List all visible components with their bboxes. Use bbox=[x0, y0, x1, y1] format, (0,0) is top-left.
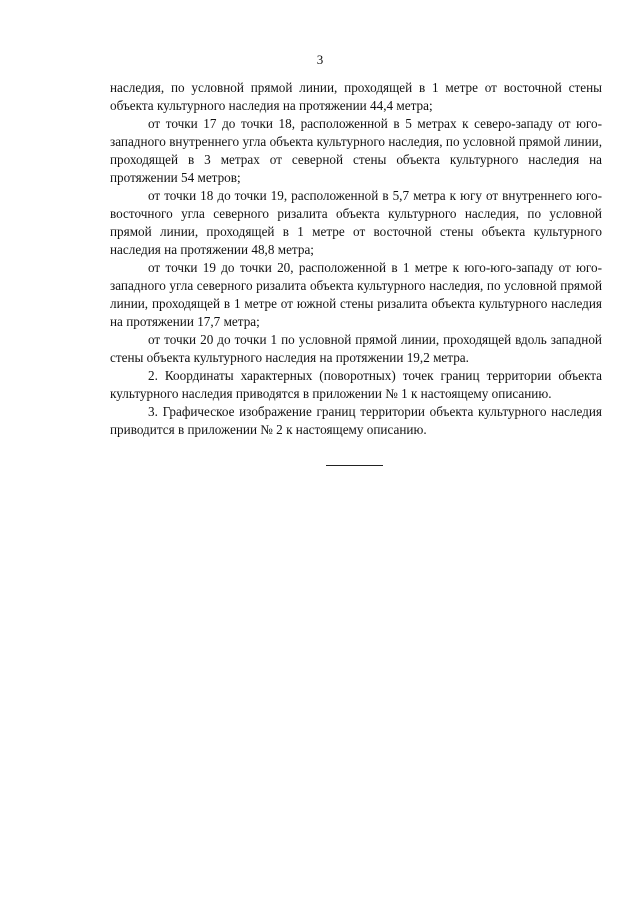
paragraph-item-2: 2. Координаты характерных (поворотных) точек границ территории объекта культурного наследия приводятся в приложении № 1 к настоящему описанию. bbox=[110, 368, 602, 401]
paragraph-point-17-18: от точки 17 до точки 18, расположенной в 5 метрах к северо-западу от юго-западного внутреннего угла объекта культурного наследия, по условной прямой линии, проходящей в 3 метрах от северной стены объекта культурного наследия на протяжении 54 метров; bbox=[110, 116, 602, 185]
paragraph-point-20-1: от точки 20 до точки 1 по условной прямой линии, проходящей вдоль западной стены объекта культурного наследия на протяжении 19,2 метра. bbox=[110, 332, 602, 365]
paragraph-continuation: наследия, по условной прямой линии, проходящей в 1 метре от восточной стены объекта культурного наследия на протяжении 44,4 метра; bbox=[110, 80, 602, 113]
document-body bbox=[110, 79, 602, 439]
paragraph-point-18-19: от точки 18 до точки 19, расположенной в 5,7 метра к югу от внутреннего юго-восточного угла северного ризалита объекта культурного наследия, по условной прямой линии, проходящей в 1 метре от восточной стены объекта культурного наследия на протяжении 48,8 метра; bbox=[110, 188, 602, 257]
paragraph-item-3: 3. Графическое изображение границ территории объекта культурного наследия приводится в приложении № 2 к настоящему описанию. bbox=[110, 404, 602, 437]
end-of-document-divider bbox=[326, 465, 383, 466]
page-number: 3 bbox=[316, 52, 324, 67]
paragraph-point-19-20: от точки 19 до точки 20, расположенной в 1 метре к юго-юго-западу от юго-западного угла северного ризалита объекта культурного наследия, по условной прямой линии, проходящей в 1 метре от южной стены ризалита объекта культурного наследия на протяжении 17,7 метра; bbox=[110, 260, 602, 329]
